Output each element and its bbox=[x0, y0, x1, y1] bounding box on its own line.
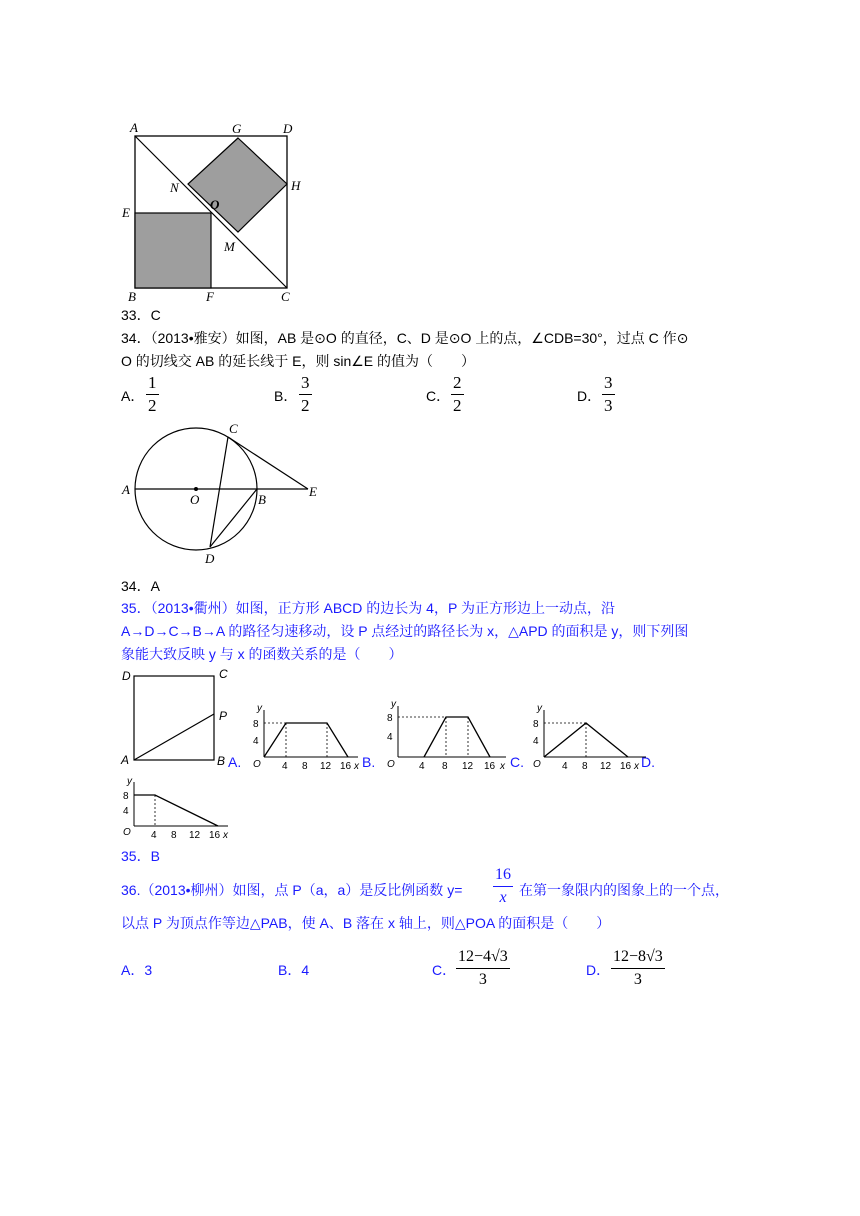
answer-34: 34．A bbox=[121, 578, 160, 594]
label-d: D bbox=[283, 121, 293, 136]
origin-label: O bbox=[533, 759, 541, 770]
graph-line bbox=[264, 723, 348, 757]
tick-x12: 12 bbox=[320, 761, 332, 772]
tick-x4: 4 bbox=[419, 761, 425, 772]
tick-x16: 16 bbox=[620, 761, 632, 772]
tangent-ce bbox=[228, 437, 308, 489]
fraction-numerator: 3 bbox=[602, 374, 615, 395]
tick-4: 4 bbox=[387, 732, 393, 743]
fraction-numerator: 16 bbox=[493, 866, 513, 887]
option-34-b-fraction bbox=[299, 374, 312, 415]
label-c: C bbox=[219, 667, 228, 681]
tick-x8: 8 bbox=[442, 761, 448, 772]
segment-ap bbox=[134, 714, 214, 760]
label-a: A bbox=[122, 482, 130, 497]
origin-label: O bbox=[387, 759, 395, 770]
option-35-a-graph bbox=[248, 704, 363, 772]
tick-x8: 8 bbox=[302, 761, 308, 772]
option-34-c-label: C． bbox=[426, 388, 451, 404]
option-36-d-fraction bbox=[611, 948, 665, 989]
line-cd bbox=[210, 437, 228, 547]
tick-x16: 16 bbox=[484, 761, 496, 772]
option-36-c-label: C． bbox=[432, 962, 457, 978]
figure-35-square bbox=[118, 664, 230, 772]
option-35-d-graph bbox=[118, 776, 236, 840]
tick-x8: 8 bbox=[171, 830, 177, 840]
option-34-c-fraction bbox=[451, 374, 464, 415]
square-abcd bbox=[134, 676, 214, 760]
label-n: N bbox=[170, 180, 179, 195]
tick-4: 4 bbox=[533, 736, 539, 747]
fraction-numerator: 3 bbox=[299, 374, 312, 395]
figure-33-square-diagram bbox=[120, 118, 310, 306]
option-34-a-label: A． bbox=[121, 388, 145, 404]
tick-x12: 12 bbox=[189, 830, 201, 840]
fraction-numerator: 12−8√3 bbox=[611, 948, 665, 969]
option-35-b-label: B. bbox=[362, 754, 376, 770]
fraction-denominator: 3 bbox=[604, 396, 613, 415]
fraction-numerator: 12−4√3 bbox=[456, 948, 510, 969]
option-36-d-label: D． bbox=[586, 962, 611, 978]
option-36-b: B．4 bbox=[278, 962, 310, 978]
label-b: B bbox=[128, 289, 136, 304]
label-p: P bbox=[219, 709, 228, 723]
center-point bbox=[194, 487, 198, 491]
question-35-line-1: 35．（2013•衢州）如图，正方形 ABCD 的边长为 4，P 为正方形边上一动点，沿 bbox=[121, 600, 615, 616]
tick-8: 8 bbox=[253, 719, 259, 730]
option-35-c-graph bbox=[528, 704, 653, 772]
tick-x16: 16 bbox=[340, 761, 352, 772]
x-axis-label: x bbox=[223, 830, 228, 840]
tick-4: 4 bbox=[253, 736, 259, 747]
fraction-numerator: 1 bbox=[146, 374, 159, 395]
graph-line bbox=[424, 717, 490, 757]
fraction-denominator: 2 bbox=[148, 396, 157, 415]
question-35-line-2: A→D→C→B→A 的路径匀速移动，设 P 点经过的路径长为 x，△APD 的面积是 y，则下列图 bbox=[121, 623, 689, 639]
question-36-line-1b: 在第一象限内的图象上的一个点， bbox=[519, 882, 729, 898]
fraction-denominator: 2 bbox=[453, 396, 462, 415]
tick-8: 8 bbox=[123, 791, 129, 802]
option-34-a-fraction bbox=[146, 374, 159, 415]
label-d: D bbox=[122, 669, 131, 683]
x-axis-label: x bbox=[500, 761, 505, 772]
label-o: O bbox=[210, 197, 220, 212]
label-g: G bbox=[232, 121, 242, 136]
question-36-line-2: 以点 P 为顶点作等边△PAB，使 A、B 落在 x 轴上，则△POA 的面积是（ ） bbox=[121, 915, 611, 931]
graph-line bbox=[134, 795, 218, 826]
fraction-numerator: 2 bbox=[451, 374, 464, 395]
fraction-denominator: 3 bbox=[478, 971, 487, 988]
label-a: A bbox=[121, 753, 130, 767]
fraction-denominator: 3 bbox=[633, 971, 642, 988]
x-axis-label: x bbox=[354, 761, 359, 772]
tick-x4: 4 bbox=[282, 761, 288, 772]
label-d: D bbox=[205, 551, 215, 566]
option-34-b-label: B． bbox=[274, 388, 298, 404]
label-m: M bbox=[224, 239, 235, 254]
option-34-d-label: D． bbox=[577, 388, 602, 404]
option-34-d-fraction bbox=[602, 374, 615, 415]
question-34-line-1: 34．（2013•雅安）如图，AB 是⊙O 的直径，C、D 是⊙O 上的点，∠CDB=30°，过点 C 作⊙ bbox=[121, 330, 689, 346]
tick-x12: 12 bbox=[462, 761, 474, 772]
tick-4: 4 bbox=[123, 806, 129, 817]
tick-x12: 12 bbox=[600, 761, 612, 772]
shaded-square-ebf bbox=[135, 213, 211, 288]
label-e: E bbox=[122, 205, 130, 220]
tick-x4: 4 bbox=[151, 830, 157, 840]
option-35-a-label: A. bbox=[228, 754, 242, 770]
y-axis-label: y bbox=[391, 700, 396, 710]
y-axis-label: y bbox=[127, 776, 132, 787]
label-c: C bbox=[229, 421, 238, 436]
tick-8: 8 bbox=[533, 719, 539, 730]
label-o: O bbox=[190, 492, 200, 507]
y-axis-label: y bbox=[257, 704, 262, 714]
x-axis-label: x bbox=[634, 761, 639, 772]
figure-34-circle-diagram bbox=[118, 418, 328, 568]
label-e: E bbox=[309, 484, 317, 499]
label-h: H bbox=[291, 178, 301, 193]
fraction-denominator: 2 bbox=[301, 396, 310, 415]
label-b: B bbox=[258, 492, 266, 507]
origin-label: O bbox=[123, 827, 131, 838]
fraction-denominator: x bbox=[499, 889, 507, 906]
answer-33: 33．C bbox=[121, 307, 161, 323]
label-f: F bbox=[206, 289, 214, 304]
label-a: A bbox=[130, 120, 138, 135]
option-36-a: A．3 bbox=[121, 962, 153, 978]
question-35-line-3: 象能大致反映 y 与 x 的函数关系的是（ ） bbox=[121, 646, 403, 662]
tick-x8: 8 bbox=[582, 761, 588, 772]
label-c: C bbox=[281, 289, 290, 304]
origin-label: O bbox=[253, 759, 261, 770]
option-36-c-fraction bbox=[456, 948, 510, 989]
inverse-function-fraction bbox=[493, 866, 513, 907]
option-35-c-label: C. bbox=[510, 754, 524, 770]
question-36-line-1a: 36.（2013•柳州）如图，点 P（a，a）是反比例函数 y= bbox=[121, 882, 463, 898]
option-35-b-graph bbox=[382, 700, 512, 772]
answer-35: 35．B bbox=[121, 848, 160, 864]
label-b: B bbox=[217, 754, 226, 768]
tick-x16: 16 bbox=[209, 830, 221, 840]
option-35-d-label: D. bbox=[641, 754, 655, 770]
y-axis-label: y bbox=[537, 704, 542, 714]
tick-x4: 4 bbox=[562, 761, 568, 772]
tick-8: 8 bbox=[387, 713, 393, 724]
question-34-line-2: O 的切线交 AB 的延长线于 E，则 sin∠E 的值为（ ） bbox=[121, 353, 476, 369]
